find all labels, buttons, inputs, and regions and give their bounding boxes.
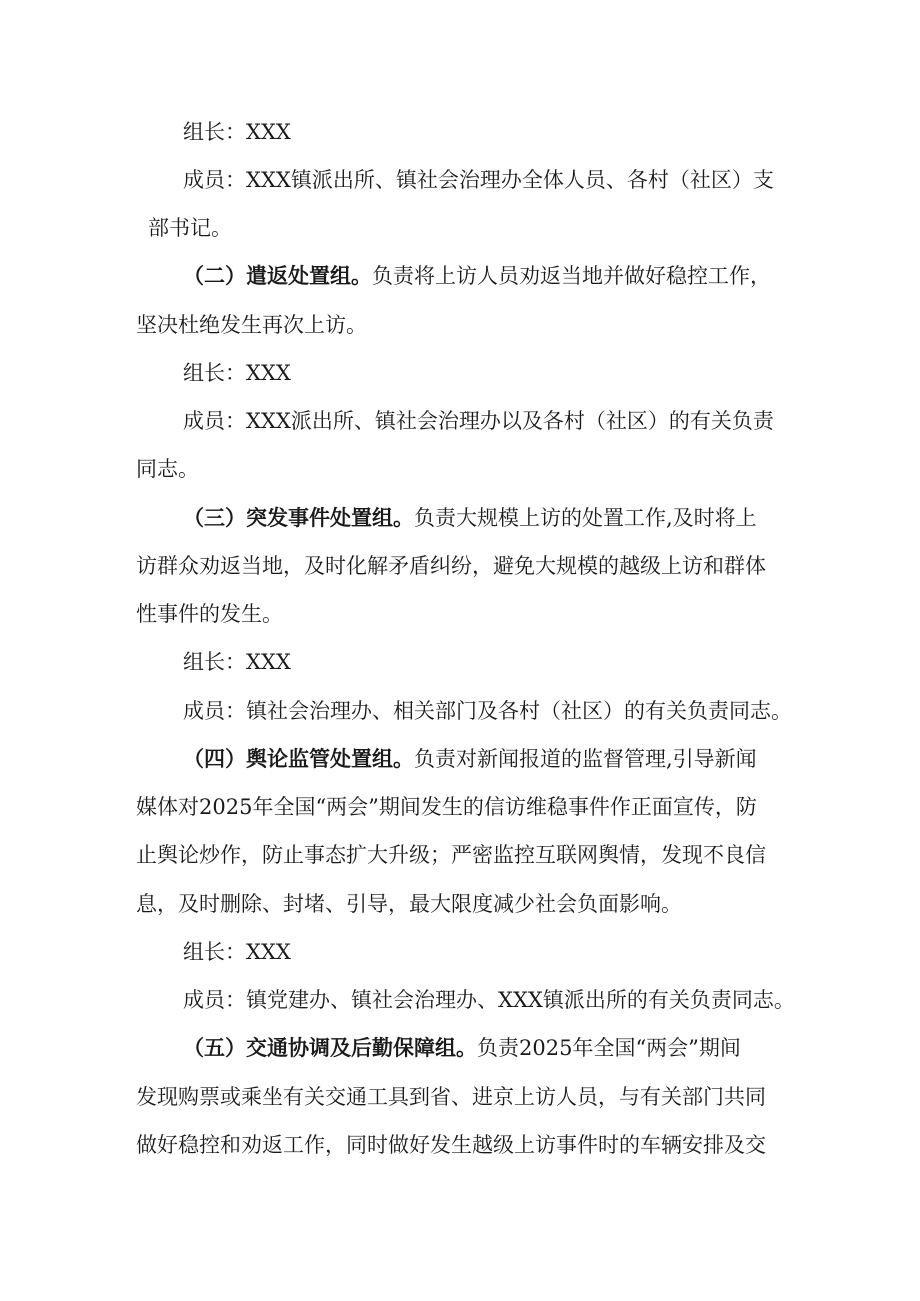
section-3-heading: （三）突发事件处置组。 (183, 505, 414, 530)
section-4-line-a (183, 744, 757, 774)
leader-line-1: 组长：XXX (183, 120, 291, 144)
section-5-heading: （五）交通协调及后勤保障组。 (183, 1035, 477, 1060)
members-line-3a: 成员：镇社会治理办、相关部门及各村（社区）的有关负责同志。 (183, 699, 792, 723)
section-4-line-b: 媒体对2025年全国“两会”期间发生的信访维稳事件作正面宣传，防 (136, 795, 757, 819)
section-3-line-c: 性事件的发生。 (136, 602, 283, 626)
section-5-line-c: 做好稳控和劝返工作，同时做好发生越级上访事件时的车辆安排及交 (136, 1133, 766, 1157)
section-3-line-a (183, 503, 757, 533)
members-line-1b: 部书记。 (148, 216, 232, 240)
section-2-heading: （二）遣返处置组。 (183, 263, 372, 288)
leader-line-4: 组长：XXX (183, 940, 291, 964)
leader-line-2: 组长：XXX (183, 361, 291, 385)
members-line-1a: 成员：XXX镇派出所、镇社会治理办全体人员、各村（社区）支 (183, 168, 774, 192)
section-4-heading: （四）舆论监管处置组。 (183, 746, 414, 771)
section-5-text-a: 负责2025年全国“两会”期间 (477, 1036, 741, 1060)
leader-line-3: 组长：XXX (183, 650, 291, 674)
section-3-line-b: 访群众劝返当地，及时化解矛盾纠纷，避免大规模的越级上访和群体 (136, 554, 766, 578)
members-line-4a: 成员：镇党建办、镇社会治理办、XXX镇派出所的有关负责同志。 (183, 988, 795, 1012)
section-2-text-a: 负责将上访人员劝返当地并做好稳控工作， (372, 264, 771, 288)
section-2-line-b: 坚决杜绝发生再次上访。 (136, 313, 367, 337)
section-5-line-a (183, 1033, 741, 1063)
section-4-text-a: 负责对新闻报道的监督管理,引导新闻 (414, 747, 757, 771)
section-3-text-a: 负责大规模上访的处置工作,及时将上 (414, 506, 757, 530)
section-4-line-d: 息，及时删除、封堵、引导，最大限度减少社会负面影响。 (136, 892, 682, 916)
members-line-2b: 同志。 (136, 457, 199, 481)
section-5-line-b: 发现购票或乘坐有关交通工具到省、进京上访人员，与有关部门共同 (136, 1085, 766, 1109)
section-4-line-c: 止舆论炒作，防止事态扩大升级；严密监控互联网舆情，发现不良信 (136, 843, 766, 867)
members-line-2a: 成员：XXX派出所、镇社会治理办以及各村（社区）的有关负责 (183, 409, 774, 433)
section-2-line-a (183, 261, 771, 291)
